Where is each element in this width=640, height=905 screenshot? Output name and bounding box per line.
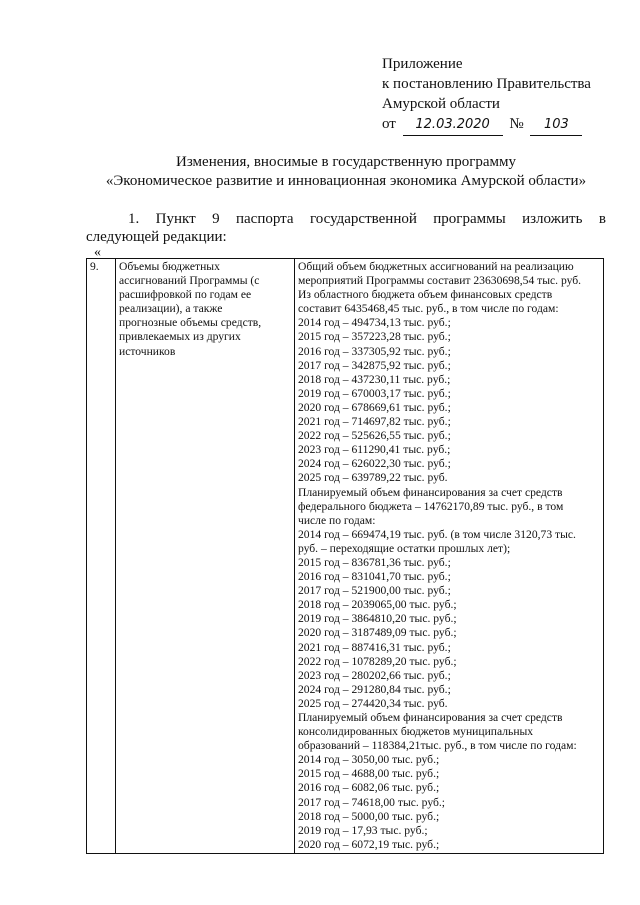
row-content-line: 2023 год – 611290,41 тыс. руб.; [298, 443, 451, 457]
row-content-line: 2023 год – 280202,66 тыс. руб.; [298, 668, 451, 682]
row-content-line: 2020 год – 6072,19 тыс. руб.; [298, 837, 440, 851]
row-name-line: источников [119, 344, 176, 358]
row-name-line: Объемы бюджетных [119, 260, 220, 273]
paragraph-word: государственной [309, 211, 417, 227]
row-name-line: реализации), а также [119, 302, 223, 316]
row-content-line: 2021 год – 714697,82 тыс. руб.; [298, 415, 451, 429]
row-content-line: составит 6435468,45 тыс. руб., в том числе по годам: [298, 302, 559, 316]
row-content-line: 2019 год – 17,93 тыс. руб.; [298, 823, 428, 837]
row-name-line: привлекаемых из других [119, 330, 241, 344]
row-name-line: расшифровкой по годам ее [119, 288, 252, 302]
row-content-line: 2017 год – 521900,00 тыс. руб.; [298, 584, 451, 598]
row-content-line: 2022 год – 1078289,20 тыс. руб.; [298, 654, 457, 668]
row-content-line: 2014 год – 669474,19 тыс. руб. (в том числе 3120,73 тыс. [298, 527, 576, 541]
row-content-line: Из областного бюджета объем финансовых средств [298, 288, 553, 302]
opening-quote: « [94, 245, 101, 260]
row-content-line: федерального бюджета – 14762170,89 тыс. руб., в том [298, 499, 564, 513]
table-row [87, 259, 604, 854]
row-content-line: 2025 год – 639789,22 тыс. руб. [298, 471, 448, 485]
row-content-line: 2016 год – 831041,70 тыс. руб.; [298, 570, 451, 584]
paragraph-word: в [598, 211, 606, 227]
row-content-line: 2015 год – 4688,00 тыс. руб.; [298, 767, 440, 781]
annex-date: 12.03.2020 [403, 115, 503, 136]
row-content-line: числе по годам: [298, 513, 376, 527]
paragraph-number: 1. [128, 211, 140, 227]
paragraph-word: изложить [522, 211, 583, 227]
row-content-line: 2019 год – 670003,17 тыс. руб.; [298, 386, 451, 400]
row-content-line: 2020 год – 3187489,09 тыс. руб.; [298, 626, 457, 640]
heading-line-2: «Экономическое развитие и инновационная экономика Амурской области» [105, 173, 587, 189]
row-content-line: 2014 год – 494734,13 тыс. руб.; [298, 316, 451, 330]
row-content-line: мероприятий Программы составит 23630698,54 тыс. руб. [298, 274, 582, 288]
row-name-line: ассигнований Программы (с [119, 274, 260, 288]
row-content-line: Планируемый объем финансирования за счет средств [298, 711, 563, 724]
annex-date-line [382, 114, 591, 136]
row-content-line: руб. – переходящие остатки прошлых лет); [298, 541, 511, 555]
row-name-line: прогнозные объемы средств, [119, 316, 262, 330]
document-heading [86, 153, 606, 191]
row-content-line: 2024 год – 291280,84 тыс. руб.; [298, 682, 451, 696]
annex-number: 103 [530, 115, 582, 136]
annex-number-sign: № [509, 116, 524, 132]
row-content-line: 2017 год – 342875,92 тыс. руб.; [298, 358, 451, 372]
row-content-line: 2020 год – 678669,61 тыс. руб.; [298, 400, 451, 414]
row-content-line: образований – 118384,21тыс. руб., в том числе по годам: [298, 739, 577, 753]
row-content-line: 2014 год – 3050,00 тыс. руб.; [298, 753, 440, 767]
paragraph-word: 9 [212, 211, 220, 227]
row-content-line: 2016 год – 337305,92 тыс. руб.; [298, 344, 451, 358]
row-name-cell [116, 259, 295, 854]
row-content-line: 2016 год – 6082,06 тыс. руб.; [298, 781, 440, 795]
paragraph-word: паспорта [235, 211, 294, 227]
instruction-paragraph [86, 210, 606, 246]
row-content-line: консолидированных бюджетов муниципальных [298, 725, 534, 739]
paragraph-line-1 [86, 210, 606, 228]
paragraph-word: программы [433, 211, 506, 227]
row-content-line: 2015 год – 836781,36 тыс. руб.; [298, 555, 451, 569]
row-content-line: 2018 год – 5000,00 тыс. руб.; [298, 809, 440, 823]
paragraph-word: Пункт [155, 211, 196, 227]
paragraph-line-2: следующей редакции: [86, 229, 227, 245]
row-content-line: 2017 год – 74618,00 тыс. руб.; [298, 795, 445, 809]
annex-from-label: от [382, 116, 396, 132]
row-content-line: 2019 год – 3864810,20 тыс. руб.; [298, 612, 457, 626]
annex-title: Приложение [382, 56, 463, 72]
passport-table [86, 258, 604, 854]
row-content-line: 2015 год – 357223,28 тыс. руб.; [298, 330, 451, 344]
row-number-cell: 9. [87, 259, 116, 854]
row-content-line: Планируемый объем финансирования за счет средств [298, 485, 563, 499]
annex-block [382, 54, 591, 136]
heading-line-1: Изменения, вносимые в государственную программу [176, 154, 516, 170]
row-content-line: 2024 год – 626022,30 тыс. руб.; [298, 457, 451, 471]
row-content-line: 2018 год – 437230,11 тыс. руб.; [298, 372, 451, 386]
annex-region: Амурской области [382, 96, 500, 112]
row-content-cell [295, 259, 604, 854]
row-content-line: 2025 год – 274420,34 тыс. руб. [298, 696, 448, 710]
row-content-line: 2022 год – 525626,55 тыс. руб.; [298, 429, 451, 443]
annex-reference: к постановлению Правительства [382, 76, 591, 92]
row-content-line: 2021 год – 887416,31 тыс. руб.; [298, 640, 451, 654]
row-content-line: Общий объем бюджетных ассигнований на реализацию [298, 260, 574, 273]
row-content-line: 2018 год – 2039065,00 тыс. руб.; [298, 598, 457, 612]
